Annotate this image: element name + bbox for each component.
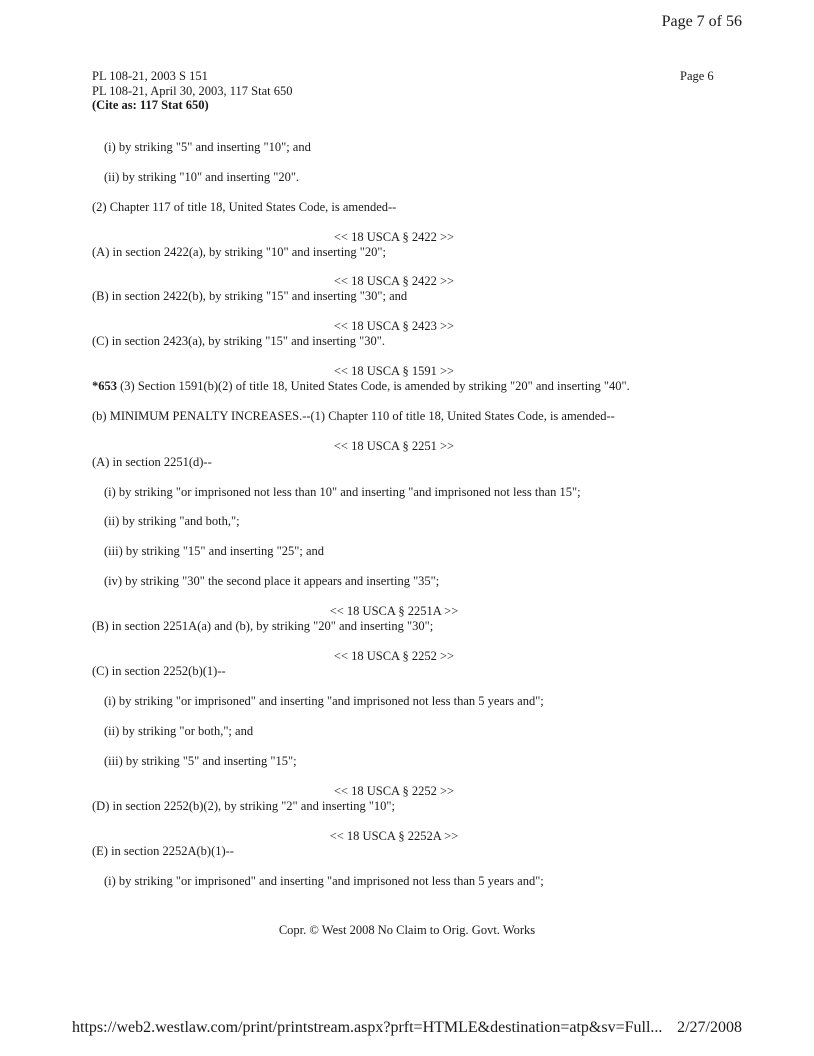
usca-reference: << 18 USCA § 2422 >> [333,274,455,288]
clause-ii: (ii) by striking "and both,"; [104,514,240,528]
clause-iii: (iii) by striking "5" and inserting "15"; [104,754,297,768]
print-url: https://web2.westlaw.com/print/printstream.aspx?prft=HTMLE&destination=atp&sv=Full... [72,1019,663,1036]
clause-ii: (ii) by striking "10" and inserting "20". [104,170,300,184]
subparagraph-c: (C) in section 2252(b)(1)-- [92,664,226,678]
usca-reference: << 18 USCA § 2251 >> [333,439,455,453]
usca-reference: << 18 USCA § 2423 >> [333,319,455,333]
usca-reference: << 18 USCA § 2422 >> [333,230,455,244]
browser-page-number: Page 7 of 56 [661,13,742,30]
subparagraph-a: (A) in section 2422(a), by striking "10" and inserting "20"; [92,245,386,259]
clause-i: (i) by striking "or imprisoned" and inserting "and imprisoned not less than 5 years and"; [104,874,544,888]
paragraph-2: (2) Chapter 117 of title 18, United States Code, is amended-- [92,200,397,214]
header-citation-line-2: PL 108-21, April 30, 2003, 117 Stat 650 [92,83,293,98]
subsection-b: (b) MINIMUM PENALTY INCREASES.--(1) Chapter 110 of title 18, United States Code, is amended-- [92,409,615,423]
subparagraph-b: (B) in section 2422(b), by striking "15" and inserting "30"; and [92,289,408,303]
usca-reference: << 18 USCA § 2251A >> [329,604,459,618]
usca-reference: << 18 USCA § 2252 >> [333,784,455,798]
subparagraph-d: (D) in section 2252(b)(2), by striking "2" and inserting "10"; [92,799,396,813]
usca-reference: << 18 USCA § 2252A >> [329,829,459,843]
document-page-number: Page 6 [680,69,714,83]
clause-i: (i) by striking "or imprisoned" and inserting "and imprisoned not less than 5 years and"; [104,694,544,708]
subparagraph-a: (A) in section 2251(d)-- [92,455,212,469]
clause-iii: (iii) by striking "15" and inserting "25"; and [104,544,325,558]
paragraph-3-text: (3) Section 1591(b)(2) of title 18, United States Code, is amended by striking "20" and inserting "40". [117,379,630,393]
subparagraph-e: (E) in section 2252A(b)(1)-- [92,844,234,858]
copyright-notice: Copr. © West 2008 No Claim to Orig. Govt. Works [278,923,536,937]
subparagraph-c: (C) in section 2423(a), by striking "15" and inserting "30". [92,334,385,348]
header-citation-line-1: PL 108-21, 2003 S 151 [92,69,208,83]
clause-i: (i) by striking "5" and inserting "10"; and [104,140,311,154]
header-cite-as: (Cite as: 117 Stat 650) [92,98,209,112]
usca-reference: << 18 USCA § 1591 >> [333,364,455,378]
paragraph-3 [92,379,630,394]
clause-iv: (iv) by striking "30" the second place it appears and inserting "35"; [104,574,440,588]
subparagraph-b: (B) in section 2251A(a) and (b), by striking "20" and inserting "30"; [92,619,434,633]
clause-ii: (ii) by striking "or both,"; and [104,724,254,738]
clause-i: (i) by striking "or imprisoned not less than 10" and inserting "and imprisoned not less than 15"; [104,485,581,499]
usca-reference: << 18 USCA § 2252 >> [333,649,455,663]
document-header [92,69,292,113]
print-date: 2/27/2008 [677,1019,742,1036]
star-page-marker: *653 [92,379,117,393]
